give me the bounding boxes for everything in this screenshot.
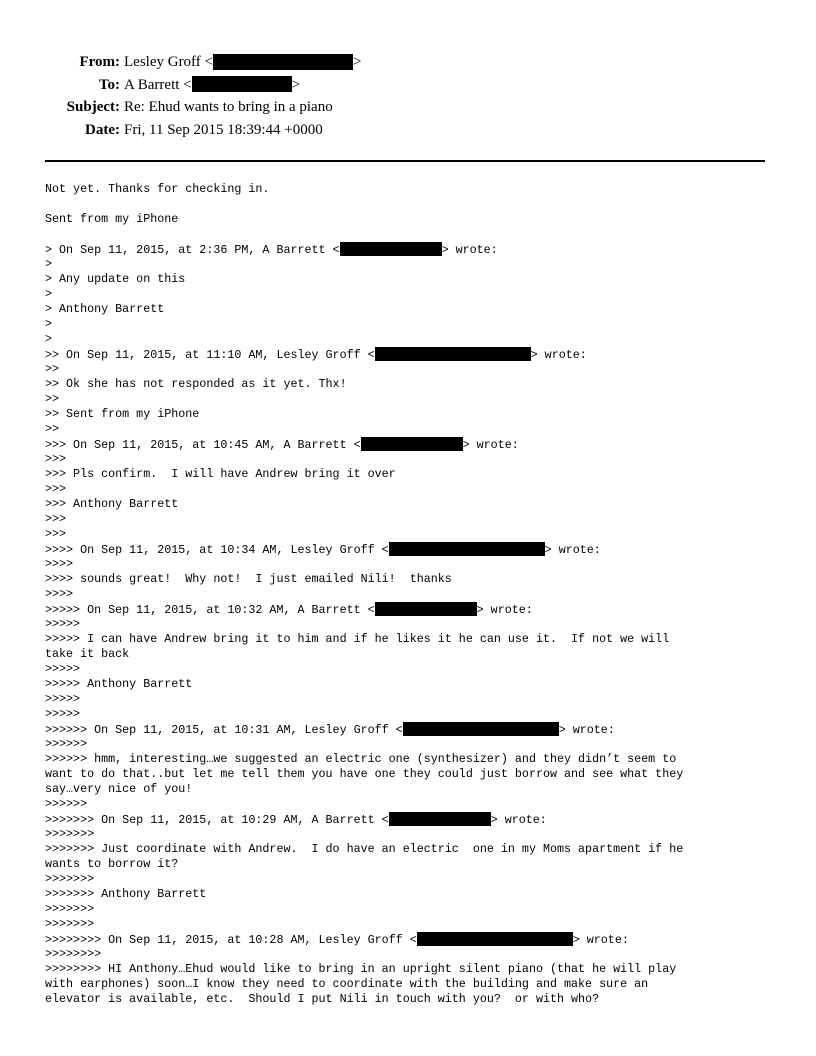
redacted-email (375, 347, 531, 361)
quote-header (45, 722, 775, 737)
quote-line: > Anthony Barrett (45, 302, 165, 316)
quote-header (45, 437, 775, 452)
quote-line: say…very nice of you! (45, 782, 193, 796)
quote-header-text: > On Sep 11, 2015, at 2:36 PM, A Barrett < (45, 243, 340, 257)
quote-line: > (45, 317, 53, 331)
quote-line: > (45, 257, 53, 271)
quote-line: >>> Pls confirm. I will have Andrew bring it over (45, 467, 396, 481)
quote-header (45, 932, 775, 947)
quote-line: >> (45, 422, 60, 436)
quote-line: take it back (45, 647, 130, 661)
quote-line: >>> (45, 512, 67, 526)
quote-line: >>> (45, 482, 67, 496)
quote-line: >>>>>>> (45, 872, 95, 886)
quote-header-suffix: > wrote: (441, 243, 498, 257)
quote-header-text: >>> On Sep 11, 2015, at 10:45 AM, A Barrett < (45, 438, 361, 452)
quote-header-text: >>>>>>> On Sep 11, 2015, at 10:29 AM, A Barrett < (45, 813, 389, 827)
to-row (0, 74, 816, 97)
quote-header-text: >>>>>>>> On Sep 11, 2015, at 10:28 AM, Lesley Groff < (45, 933, 417, 947)
redacted-email (192, 76, 292, 92)
quote-line: >>>>> Anthony Barrett (45, 677, 193, 691)
subject-value: Re: Ehud wants to bring in a piano (124, 99, 333, 115)
quote-line: >>>> sounds great! Why not! I just emailed Nili! thanks (45, 572, 452, 586)
to-close: > (291, 76, 301, 93)
quote-line: want to do that..but let me tell them you have one they could just borrow and see what they (45, 767, 684, 781)
quote-line: >> (45, 362, 60, 376)
quote-header-text: >>>> On Sep 11, 2015, at 10:34 AM, Lesley Groff < (45, 543, 389, 557)
quote-header-suffix: > wrote: (462, 438, 519, 452)
date-value: Fri, 11 Sep 2015 18:39:44 +0000 (124, 121, 323, 138)
quote-line: wants to borrow it? (45, 857, 179, 871)
quote-header (45, 242, 775, 257)
date-row (0, 119, 816, 142)
redacted-email (389, 812, 491, 826)
quote-header-suffix: > wrote: (530, 348, 587, 362)
quote-line: >>>>>>> Just coordinate with Andrew. I do have an electric one in my Moms apartment if he (45, 842, 684, 856)
quote-line: >>>>>>>> HI Anthony…Ehud would like to bring in an upright silent piano (that he will play (45, 962, 677, 976)
from-label: From: (79, 54, 120, 70)
quote-header (45, 812, 775, 827)
quote-line: >>>>>>> (45, 827, 95, 841)
quote-line: >>>>> (45, 662, 81, 676)
quote-line: >>>>>> hmm, interesting…we suggested an electric one (synthesizer) and they didn’t seem to (45, 752, 677, 766)
quote-line: >> Ok she has not responded as it yet. Thx! (45, 377, 347, 391)
quote-line: > Any update on this (45, 272, 186, 286)
email-header (0, 51, 816, 141)
to-name: A Barrett < (124, 76, 192, 93)
quote-header-text: >>>>>> On Sep 11, 2015, at 10:31 AM, Lesley Groff < (45, 723, 403, 737)
redacted-email (403, 722, 559, 736)
quote-line: >> Sent from my iPhone (45, 407, 200, 421)
quote-header-suffix: > wrote: (558, 723, 615, 737)
quote-header-suffix: > wrote: (544, 543, 601, 557)
quote-line: >> (45, 392, 60, 406)
quote-line: >>>>> (45, 692, 81, 706)
quote-line: >>>>>>>> (45, 947, 102, 961)
quote-line: > (45, 287, 53, 301)
quote-line: >>> (45, 527, 67, 541)
to-value (124, 74, 300, 97)
quote-header-text: >>>>> On Sep 11, 2015, at 10:32 AM, A Barrett < (45, 603, 375, 617)
quote-line: >>>>>>> (45, 902, 95, 916)
from-close: > (353, 54, 362, 70)
quote-line: >>> Anthony Barrett (45, 497, 179, 511)
quote-line: elevator is available, etc. Should I put Nili in touch with you? or with who? (45, 992, 600, 1006)
quote-line: > (45, 332, 53, 346)
redacted-email (361, 437, 463, 451)
from-row (0, 51, 816, 74)
quote-line: >>>>> I can have Andrew bring it to him and if he likes it he can use it. If not we will (45, 632, 670, 646)
redacted-email (417, 932, 573, 946)
quote-line: with earphones) soon…I know they need to coordinate with the building and make sure an (45, 977, 649, 991)
date-label: Date: (85, 121, 120, 138)
quote-line: >>>>>> (45, 737, 88, 751)
redacted-email (213, 54, 353, 70)
quote-header-suffix: > wrote: (572, 933, 629, 947)
to-label: To: (98, 76, 120, 93)
quote-line: >>>> (45, 587, 74, 601)
header-divider (45, 160, 765, 162)
redacted-email (340, 242, 442, 256)
redacted-email (389, 542, 545, 556)
subject-row (0, 96, 816, 119)
quote-header-text: >> On Sep 11, 2015, at 11:10 AM, Lesley Groff < (45, 348, 375, 362)
quote-line: >>>>> (45, 707, 81, 721)
signature-line: Sent from my iPhone (45, 212, 179, 226)
email-body (45, 182, 775, 1007)
quote-header (45, 542, 775, 557)
subject-label: Subject: (66, 99, 120, 115)
quote-header (45, 347, 775, 362)
quote-line: >>> (45, 452, 67, 466)
quote-header-suffix: > wrote: (490, 813, 547, 827)
quote-header (45, 602, 775, 617)
quote-header-suffix: > wrote: (476, 603, 533, 617)
opening-line: Not yet. Thanks for checking in. (45, 182, 270, 196)
quote-line: >>>>>>> (45, 917, 95, 931)
from-name: Lesley Groff < (124, 54, 213, 70)
quote-line: >>>>> (45, 617, 81, 631)
from-value (124, 51, 361, 74)
quote-line: >>>> (45, 557, 74, 571)
quote-line: >>>>>> (45, 797, 88, 811)
redacted-email (375, 602, 477, 616)
quote-line: >>>>>>> Anthony Barrett (45, 887, 207, 901)
